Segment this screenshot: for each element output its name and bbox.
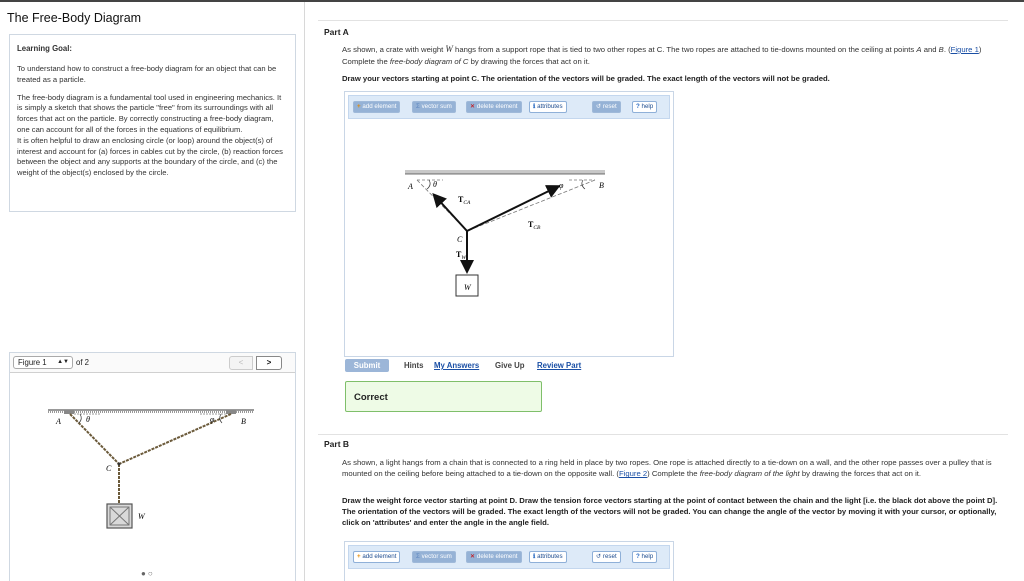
figure-count: of 2 (76, 358, 90, 367)
delete-element-button[interactable] (466, 551, 522, 563)
text: As shown, a light hangs from a chain that is connected to a ring held in place by two ropes. One rope is attached directly to a tie-down on a wall, and the other rope passes over a pulley that is mounted on the ceiling before being attached to a tie-down on the opposite wall. ( (342, 458, 992, 479)
label-a: A (408, 182, 413, 191)
text: ) Complete the (647, 469, 700, 479)
left-pane (0, 2, 305, 581)
text: by drawing the forces that act on it. (468, 57, 590, 67)
part-a-description (342, 43, 1012, 67)
reset-button[interactable] (592, 101, 621, 113)
part-b-label: Part B (324, 439, 350, 449)
text-italic: free-body diagram of C (389, 57, 469, 67)
previous-figure-button[interactable]: < (229, 356, 253, 370)
label-tcb-main: T (528, 220, 534, 229)
figure-select[interactable] (13, 356, 73, 369)
ceiling-hatch (405, 170, 605, 174)
learning-goal-paragraph: To understand how to construct a free-body diagram for an object that can be treated as a particle. (17, 64, 277, 84)
label-tw-main: T (456, 250, 462, 259)
learning-goal-paragraph: It is often helpful to draw an enclosing circle (or loop) around the object(s) of interest and account for (a) forces in cables cut by the circle, (b) reaction forces between the object and any supports at the boundary of the circle, and (c) the weight of the object(s) enclosed by the circle. (17, 135, 283, 178)
reset-label: reset (602, 103, 617, 110)
label-w: W (138, 512, 145, 521)
label-c: C (457, 235, 463, 244)
label-tcb (528, 220, 541, 231)
label-tcb-sub: CB (533, 225, 541, 231)
vector-sum-button[interactable] (412, 101, 456, 113)
delete-element-button[interactable] (466, 101, 522, 113)
figure-2-link[interactable]: Figure 2 (618, 469, 648, 479)
reset-icon: ↺ (596, 553, 602, 560)
label-tw-sub: W (461, 255, 466, 261)
plus-icon: + (357, 103, 361, 110)
figure-select-value: Figure 1 (18, 358, 47, 367)
part-b-drawing-canvas[interactable] (344, 541, 674, 581)
tie-down-b (226, 410, 236, 414)
divider (318, 434, 1008, 435)
attributes-label: attributes (537, 103, 563, 110)
sigma-icon: Σ (416, 103, 420, 110)
add-element-label: add element (362, 553, 397, 560)
var-a: A (916, 45, 922, 54)
label-b: B (241, 417, 246, 426)
delete-icon: ✕ (470, 103, 476, 110)
figure-navigation (10, 353, 295, 373)
figure-page-dots: ●○ (141, 569, 155, 578)
info-icon: ℹ (533, 553, 536, 560)
help-label: help (641, 553, 654, 560)
divider (318, 20, 1008, 21)
help-icon: ? (636, 103, 640, 110)
learning-goal-heading: Learning Goal: (17, 44, 73, 53)
delete-element-label: delete element (476, 103, 518, 110)
learning-goal-paragraph: The free-body diagram is a fundamental tool used in engineering mechanics. It is simply a sketch that shows the particle "free" from its surroundings with all forces that act on the particle. By correctly constructing a free-body diagram, one can account for all of the forces in the equations of equilibrium. (17, 92, 282, 134)
label-theta: θ (86, 415, 90, 424)
text-italic: free-body diagram of the light (699, 469, 800, 479)
delete-element-label: delete element (476, 553, 518, 560)
figure-1-link[interactable]: Figure 1 (950, 45, 979, 54)
add-element-label: add element (362, 103, 397, 110)
right-pane (305, 2, 1024, 581)
rope-ca (70, 414, 119, 464)
part-b-instruction: Draw the weight force vector starting at point D. Draw the tension force vectors starting at the point of contact between the chain and the light [i.e. the black dot above the point D]. The orientation of the vectors will be graded. The exact length of the vectors will not be graded. You can change the angle of the vector by moving it with your cursor, or optionally, click on 'attributes' and enter the angle in the angle field. (342, 496, 998, 528)
label-b: B (599, 181, 604, 190)
figure-panel (9, 352, 296, 581)
part-a-drawing-canvas[interactable] (344, 91, 674, 357)
plus-icon: + (357, 553, 361, 560)
label-tca-main: T (458, 195, 464, 204)
vector-sum-label: vector sum (421, 553, 452, 560)
add-element-button[interactable] (353, 101, 400, 113)
theta-arc (427, 180, 430, 189)
point-c (118, 463, 121, 466)
attributes-label: attributes (537, 553, 563, 560)
text: by drawing the forces that act on it. (799, 469, 922, 479)
help-label: help (641, 103, 654, 110)
tie-down-a (64, 410, 74, 414)
vector-sum-button[interactable] (412, 551, 456, 563)
reset-icon: ↺ (596, 103, 602, 110)
part-b-description (342, 457, 1012, 479)
drawing-toolbar (348, 95, 670, 119)
text: and (921, 45, 939, 54)
label-phi: φ (210, 415, 215, 424)
reset-label: reset (602, 553, 617, 560)
attributes-button[interactable] (529, 551, 567, 563)
submit-button[interactable]: Submit (345, 359, 389, 372)
label-phi: φ (559, 181, 564, 190)
sigma-icon: Σ (416, 553, 420, 560)
part-a-label: Part A (324, 27, 349, 37)
text: hangs from a support rope that is tied to two other ropes at C. The two ropes are attached to tie-downs mounted on the ceiling at points (452, 45, 917, 54)
give-up-link[interactable]: Give Up (495, 361, 525, 370)
delete-icon: ✕ (470, 553, 476, 560)
learning-goal-box (9, 34, 296, 212)
updown-arrow-icon: ▲▼ (57, 359, 69, 365)
var-b: B (938, 45, 944, 54)
theta-arc (79, 414, 81, 423)
help-icon: ? (636, 553, 640, 560)
add-element-button[interactable] (353, 551, 400, 563)
label-tca-sub: CA (463, 200, 471, 206)
help-button[interactable] (632, 101, 657, 113)
result-correct-badge: Correct (345, 381, 542, 412)
drawing-toolbar (348, 545, 670, 569)
part-a-instruction: Draw your vectors starting at point C. The orientation of the vectors will be graded. The exact length of the vectors will not be graded. (342, 74, 830, 83)
label-w: W (464, 283, 471, 292)
vector-tcb[interactable] (467, 187, 557, 231)
figure-1-diagram (10, 374, 297, 564)
reset-button[interactable] (592, 551, 621, 563)
label-tca (458, 195, 471, 206)
vector-sum-label: vector sum (421, 103, 452, 110)
my-answers-link[interactable]: My Answers (434, 361, 480, 370)
review-part-link[interactable]: Review Part (537, 361, 582, 370)
label-theta: θ (433, 180, 437, 189)
label-a: A (56, 417, 61, 426)
var-w: W (445, 44, 453, 54)
part-a-diagram (345, 120, 673, 356)
label-c: C (106, 464, 112, 473)
next-figure-button[interactable]: > (256, 356, 282, 370)
hints-link[interactable]: Hints (404, 361, 424, 370)
info-icon: ℹ (533, 103, 536, 110)
text: . ( (943, 45, 951, 54)
text: ) Complete the (342, 45, 982, 67)
attributes-button[interactable] (529, 101, 567, 113)
label-tw (456, 250, 466, 261)
help-button[interactable] (632, 551, 657, 563)
text: As shown, a crate with weight (342, 45, 446, 54)
page-title: The Free-Body Diagram (7, 11, 142, 25)
